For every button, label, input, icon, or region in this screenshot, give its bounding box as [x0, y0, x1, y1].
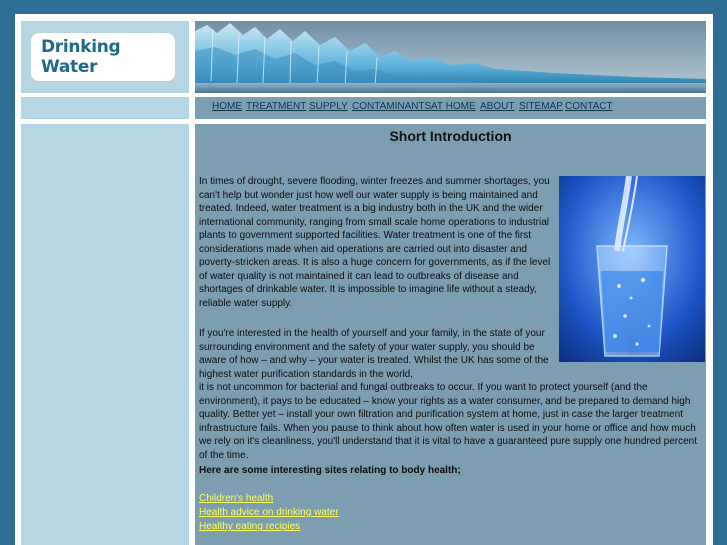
link-health-advice-drinking-water[interactable]: Health advice on drinking water: [199, 507, 339, 518]
nav-treatment[interactable]: TREATMENT: [246, 101, 307, 112]
main-nav: [195, 97, 706, 119]
intro-paragraph-2-end: it is not uncommon for bacterial and fungal outbreaks to occur. If you want to protect yourself (and the environment), it pays to be educated – know your rights as a water consumer, and be prepared to demand high quality. Better yet – install your own filtration and purification system at home, just in case the larger treatment infrastructure fails. When you pause to think about how often water is used in your home or office and how much we rely on it's cleanliness, you'll understand that it is vital to have a guaranteed pure supply one hundred percent of the time.: [199, 382, 698, 461]
logo-line-2: Water: [41, 57, 98, 77]
main-content: [195, 124, 706, 545]
intro-paragraph-1: In times of drought, severe flooding, winter freezes and summer shortages, you can't help but wonder just how well our water supply is being maintained and treated. Indeed, water treatment is a big industry both in the UK and the wider international community, ranging from small scale home operations to industrial plants to government supported facilities. Water treatment is one of the first considerations made when aid operations are carried out into disaster and poverty-stricken areas. It is also a huge concern for governments, as if the level of water quality is not maintained it can lead to outbreaks of disease and shortages of drinkable water. It is impossible to imagine life without a steady, reliable water supply.: [199, 176, 551, 309]
intro-paragraph-2-start: If you're interested in the health of yourself and your family, in the state of your surrounding environment and the safety of your water supply, you should be aware of how – and why – your water is treated. Whilst the UK has some of the highest water purification standards in the world,: [199, 328, 549, 380]
nav-sitemap[interactable]: SITEMAP: [519, 101, 563, 112]
glacier-illustration: [195, 21, 706, 93]
logo-line-1: Drinking: [41, 37, 121, 57]
logo-text[interactable]: [41, 37, 120, 77]
link-healthy-eating-recipies[interactable]: Healthy eating recipies: [199, 521, 301, 532]
page-title: Short Introduction: [389, 128, 512, 144]
nav-supply[interactable]: SUPPLY: [309, 101, 348, 112]
sidebar: [21, 124, 189, 545]
header-banner-image: [195, 21, 706, 93]
nav-at-home[interactable]: AT HOME: [431, 101, 476, 112]
sites-heading: Here are some interesting sites relating to body health;: [199, 465, 461, 476]
sidebar-header-strip: [21, 97, 189, 119]
nav-home[interactable]: HOME: [212, 101, 242, 112]
nav-contaminants[interactable]: CONTAMINANTS: [352, 101, 432, 112]
intro-paragraph-2: [199, 327, 706, 462]
nav-contact[interactable]: CONTACT: [565, 101, 613, 112]
link-childrens-health[interactable]: Children's health: [199, 493, 274, 504]
nav-about[interactable]: ABOUT: [480, 101, 515, 112]
